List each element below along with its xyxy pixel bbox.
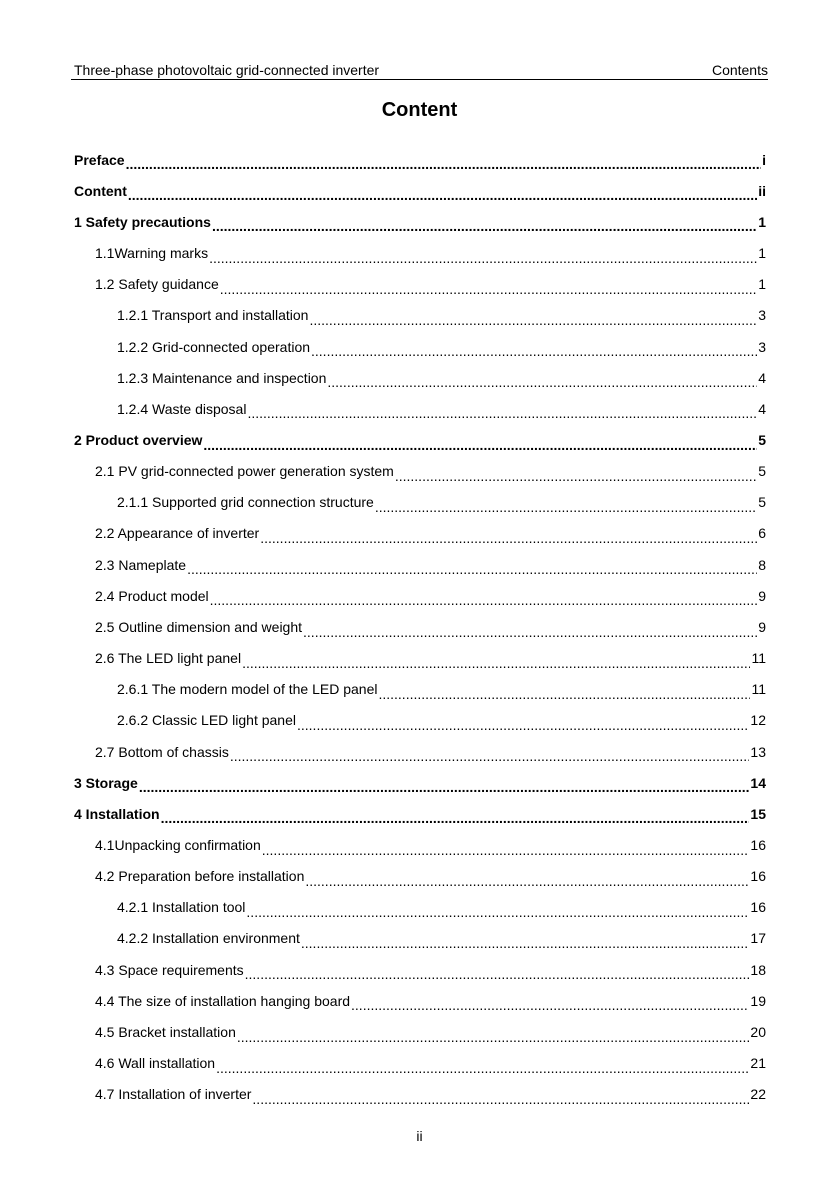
toc-entry[interactable] xyxy=(74,580,766,611)
toc-entry[interactable] xyxy=(74,1048,766,1079)
toc-dot-leader xyxy=(305,871,749,892)
toc-entry-label: 4.3 Space requirements xyxy=(95,961,244,978)
toc-entry-page: 3 xyxy=(758,307,766,324)
toc-entry-page: 20 xyxy=(750,1023,766,1040)
toc-entry-page: 6 xyxy=(758,525,766,542)
toc-dot-leader xyxy=(128,185,757,206)
toc-entry-label: 2.6.1 The modern model of the LED panel xyxy=(117,681,378,698)
toc-entry-page: 18 xyxy=(750,961,766,978)
toc-entry-page: 5 xyxy=(758,494,766,511)
header-divider xyxy=(71,79,768,80)
toc-entry-page: i xyxy=(762,151,766,168)
toc-entry-label: 1 Safety precautions xyxy=(74,213,211,230)
toc-entry-page: 9 xyxy=(758,587,766,604)
toc-entry-page: 11 xyxy=(751,650,766,667)
toc-entry[interactable] xyxy=(74,237,766,268)
toc-entry-page: 19 xyxy=(750,992,766,1009)
toc-entry-page: 12 xyxy=(750,712,766,729)
toc-entry[interactable] xyxy=(74,923,766,954)
toc-entry[interactable] xyxy=(74,1016,766,1047)
toc-entry[interactable] xyxy=(74,549,766,580)
toc-entry-label: 2.4 Product model xyxy=(95,587,209,604)
toc-entry-page: 11 xyxy=(751,681,766,698)
toc-dot-leader xyxy=(161,808,750,829)
toc-dot-leader xyxy=(297,715,749,736)
toc-dot-leader xyxy=(252,1089,749,1110)
toc-entry-label: 4 Installation xyxy=(74,805,160,822)
toc-entry-label: 1.2.1 Transport and installation xyxy=(117,307,309,324)
toc-entry-label: 2.2 Appearance of inverter xyxy=(95,525,260,542)
toc-entry-label: 2.1.1 Supported grid connection structure xyxy=(117,494,374,511)
table-of-contents xyxy=(74,144,766,1110)
toc-entry-page: 21 xyxy=(750,1055,766,1072)
toc-entry-label: 1.1Warning marks xyxy=(95,245,209,262)
toc-entry[interactable] xyxy=(74,643,766,674)
toc-dot-leader xyxy=(375,497,757,518)
toc-dot-leader xyxy=(126,154,762,175)
toc-entry-page: 15 xyxy=(750,805,766,822)
toc-entry-label: 2 Product overview xyxy=(74,431,203,448)
toc-dot-leader xyxy=(245,964,750,985)
toc-entry[interactable] xyxy=(74,206,766,237)
toc-dot-leader xyxy=(246,902,749,923)
toc-dot-leader xyxy=(247,403,757,424)
toc-dot-leader xyxy=(230,746,750,767)
toc-dot-leader xyxy=(187,559,757,580)
toc-entry[interactable] xyxy=(74,269,766,300)
toc-entry[interactable] xyxy=(74,456,766,487)
toc-dot-leader xyxy=(311,341,757,362)
toc-entry-page: 14 xyxy=(750,774,766,791)
toc-entry[interactable] xyxy=(74,829,766,860)
toc-entry-label: 2.6 The LED light panel xyxy=(95,650,242,667)
toc-entry[interactable] xyxy=(74,144,766,175)
toc-entry[interactable] xyxy=(74,705,766,736)
toc-entry-label: 2.5 Outline dimension and weight xyxy=(95,618,303,635)
toc-dot-leader xyxy=(260,528,757,549)
toc-entry[interactable] xyxy=(74,736,766,767)
toc-entry-page: 22 xyxy=(750,1086,766,1103)
toc-dot-leader xyxy=(237,1027,750,1048)
toc-entry-page: 17 xyxy=(750,930,766,947)
toc-entry[interactable] xyxy=(74,798,766,829)
toc-entry[interactable] xyxy=(74,393,766,424)
toc-dot-leader xyxy=(395,466,757,487)
toc-dot-leader xyxy=(220,279,757,300)
toc-entry-label: 4.6 Wall installation xyxy=(95,1055,216,1072)
toc-entry-label: 4.1Unpacking confirmation xyxy=(95,837,261,854)
toc-entry-label: 4.5 Bracket installation xyxy=(95,1023,236,1040)
toc-entry[interactable] xyxy=(74,954,766,985)
toc-entry-page: 16 xyxy=(750,837,766,854)
toc-entry-label: 2.6.2 Classic LED light panel xyxy=(117,712,296,729)
toc-entry-page: 1 xyxy=(758,276,766,293)
toc-entry-label: Content xyxy=(74,182,127,199)
toc-entry-label: 1.2.4 Waste disposal xyxy=(117,400,247,417)
toc-entry[interactable] xyxy=(74,362,766,393)
toc-dot-leader xyxy=(139,777,750,798)
toc-entry-page: ii xyxy=(758,182,766,199)
header-document-title: Three-phase photovoltaic grid-connected inverter xyxy=(74,62,380,78)
toc-entry[interactable] xyxy=(74,985,766,1016)
toc-dot-leader xyxy=(309,310,757,331)
toc-dot-leader xyxy=(209,248,757,269)
toc-entry-label: 1.2.3 Maintenance and inspection xyxy=(117,369,327,386)
toc-entry-label: 4.7 Installation of inverter xyxy=(95,1086,252,1103)
toc-entry-page: 8 xyxy=(758,556,766,573)
page-number: ii xyxy=(416,1128,423,1144)
toc-dot-leader xyxy=(242,653,750,674)
toc-entry-label: Preface xyxy=(74,151,125,168)
toc-entry-label: 3 Storage xyxy=(74,774,138,791)
toc-dot-leader xyxy=(327,372,757,393)
toc-entry-label: 4.2 Preparation before installation xyxy=(95,868,305,885)
toc-dot-leader xyxy=(262,840,750,861)
toc-entry[interactable] xyxy=(74,331,766,362)
toc-entry-page: 4 xyxy=(758,400,766,417)
toc-entry-page: 9 xyxy=(758,618,766,635)
toc-entry-page: 13 xyxy=(750,743,766,760)
toc-entry[interactable] xyxy=(74,767,766,798)
toc-entry[interactable] xyxy=(74,892,766,923)
toc-entry-page: 16 xyxy=(750,868,766,885)
toc-entry-page: 3 xyxy=(758,338,766,355)
page-title: Content xyxy=(381,99,458,121)
toc-entry[interactable] xyxy=(74,861,766,892)
toc-entry-page: 5 xyxy=(758,431,766,448)
toc-dot-leader xyxy=(301,933,750,954)
toc-entry-label: 1.2.2 Grid-connected operation xyxy=(117,338,311,355)
toc-entry[interactable] xyxy=(74,487,766,518)
toc-entry-label: 4.2.2 Installation environment xyxy=(117,930,300,947)
toc-entry[interactable] xyxy=(74,1079,766,1110)
toc-entry-label: 2.3 Nameplate xyxy=(95,556,187,573)
toc-entry[interactable] xyxy=(74,424,766,455)
toc-entry-label: 4.4 The size of installation hanging board xyxy=(95,992,351,1009)
toc-dot-leader xyxy=(378,684,750,705)
toc-entry-page: 1 xyxy=(758,245,766,262)
toc-dot-leader xyxy=(212,216,757,237)
running-header xyxy=(74,56,768,78)
toc-entry-page: 16 xyxy=(750,899,766,916)
toc-entry[interactable] xyxy=(74,300,766,331)
header-section-name: Contents xyxy=(711,62,768,78)
toc-dot-leader xyxy=(303,622,757,643)
toc-dot-leader xyxy=(210,590,758,611)
toc-entry-page: 5 xyxy=(758,463,766,480)
toc-entry-label: 1.2 Safety guidance xyxy=(95,276,219,293)
toc-entry[interactable] xyxy=(74,175,766,206)
toc-entry-label: 4.2.1 Installation tool xyxy=(117,899,246,916)
toc-dot-leader xyxy=(203,435,757,456)
toc-entry-page: 4 xyxy=(758,369,766,386)
toc-entry-page: 1 xyxy=(758,213,766,230)
toc-entry-label: 2.7 Bottom of chassis xyxy=(95,743,229,760)
toc-entry[interactable] xyxy=(74,674,766,705)
toc-dot-leader xyxy=(351,995,749,1016)
toc-entry-label: 2.1 PV grid-connected power generation system xyxy=(95,463,394,480)
toc-dot-leader xyxy=(216,1058,749,1079)
toc-entry[interactable] xyxy=(74,611,766,642)
toc-entry[interactable] xyxy=(74,518,766,549)
